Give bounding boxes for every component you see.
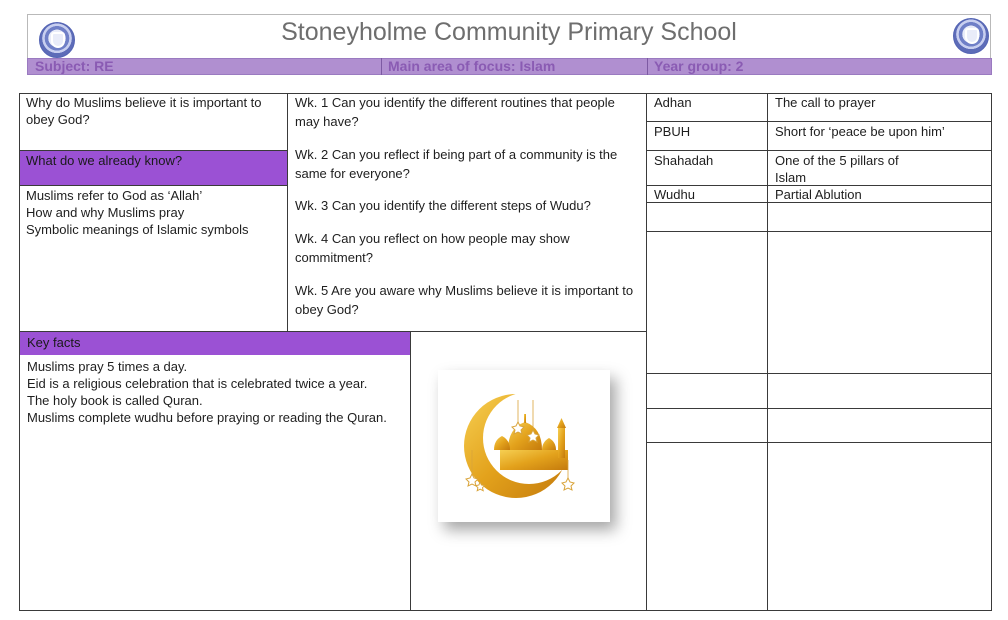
vocab-term: Wudhu	[654, 187, 695, 202]
vocab-definition: The call to prayer	[775, 95, 876, 110]
week-1: Wk. 1 Can you identify the different routines that people may have?	[295, 95, 615, 129]
list-item: Symbolic meanings of Islamic symbols	[26, 222, 249, 237]
week-5: Wk. 5 Are you aware why Muslims believe it is important to obey God?	[295, 283, 634, 317]
list-item: The holy book is called Quran.	[27, 393, 203, 408]
list-item: Eid is a religious celebration that is celebrated twice a year.	[27, 376, 368, 391]
list-item: How and why Muslims pray	[26, 205, 185, 220]
year-group-label: Year group: 2	[654, 58, 744, 74]
subject-label: Subject: RE	[35, 58, 114, 74]
list-item: Muslims complete wudhu before praying or reading the Quran.	[27, 410, 387, 425]
vocab-definition: Short for ‘peace be upon him’	[775, 124, 945, 139]
key-facts-list	[27, 358, 407, 426]
list-item: Muslims pray 5 times a day.	[27, 359, 188, 374]
school-crest-icon	[39, 22, 75, 58]
week-3: Wk. 3 Can you identify the different steps of Wudu?	[295, 198, 591, 213]
focus-label: Main area of focus: Islam	[388, 58, 556, 74]
school-name: Stoneyholme Community Primary School	[281, 18, 737, 46]
islam-image	[438, 370, 610, 522]
big-question: Why do Muslims believe it is important to obey God?	[26, 95, 262, 127]
vocab-term: Shahadah	[654, 153, 714, 168]
vocab-definition: Partial Ablution	[775, 187, 862, 202]
key-facts-heading: Key facts	[27, 335, 81, 350]
school-crest-icon	[953, 18, 989, 54]
vocab-term: PBUH	[654, 124, 691, 139]
vocab-definition: One of the 5 pillars of Islam	[775, 153, 899, 185]
week-2: Wk. 2 Can you reflect if being part of a community is the same for everyone?	[295, 147, 618, 181]
already-know-heading: What do we already know?	[26, 153, 183, 168]
already-know-list	[26, 187, 284, 238]
crescent-moon-mosque-icon	[438, 370, 610, 522]
vocab-term: Adhan	[654, 95, 692, 110]
list-item: Muslims refer to God as ‘Allah’	[26, 188, 203, 203]
week-4: Wk. 4 Can you reflect on how people may show commitment?	[295, 231, 570, 265]
